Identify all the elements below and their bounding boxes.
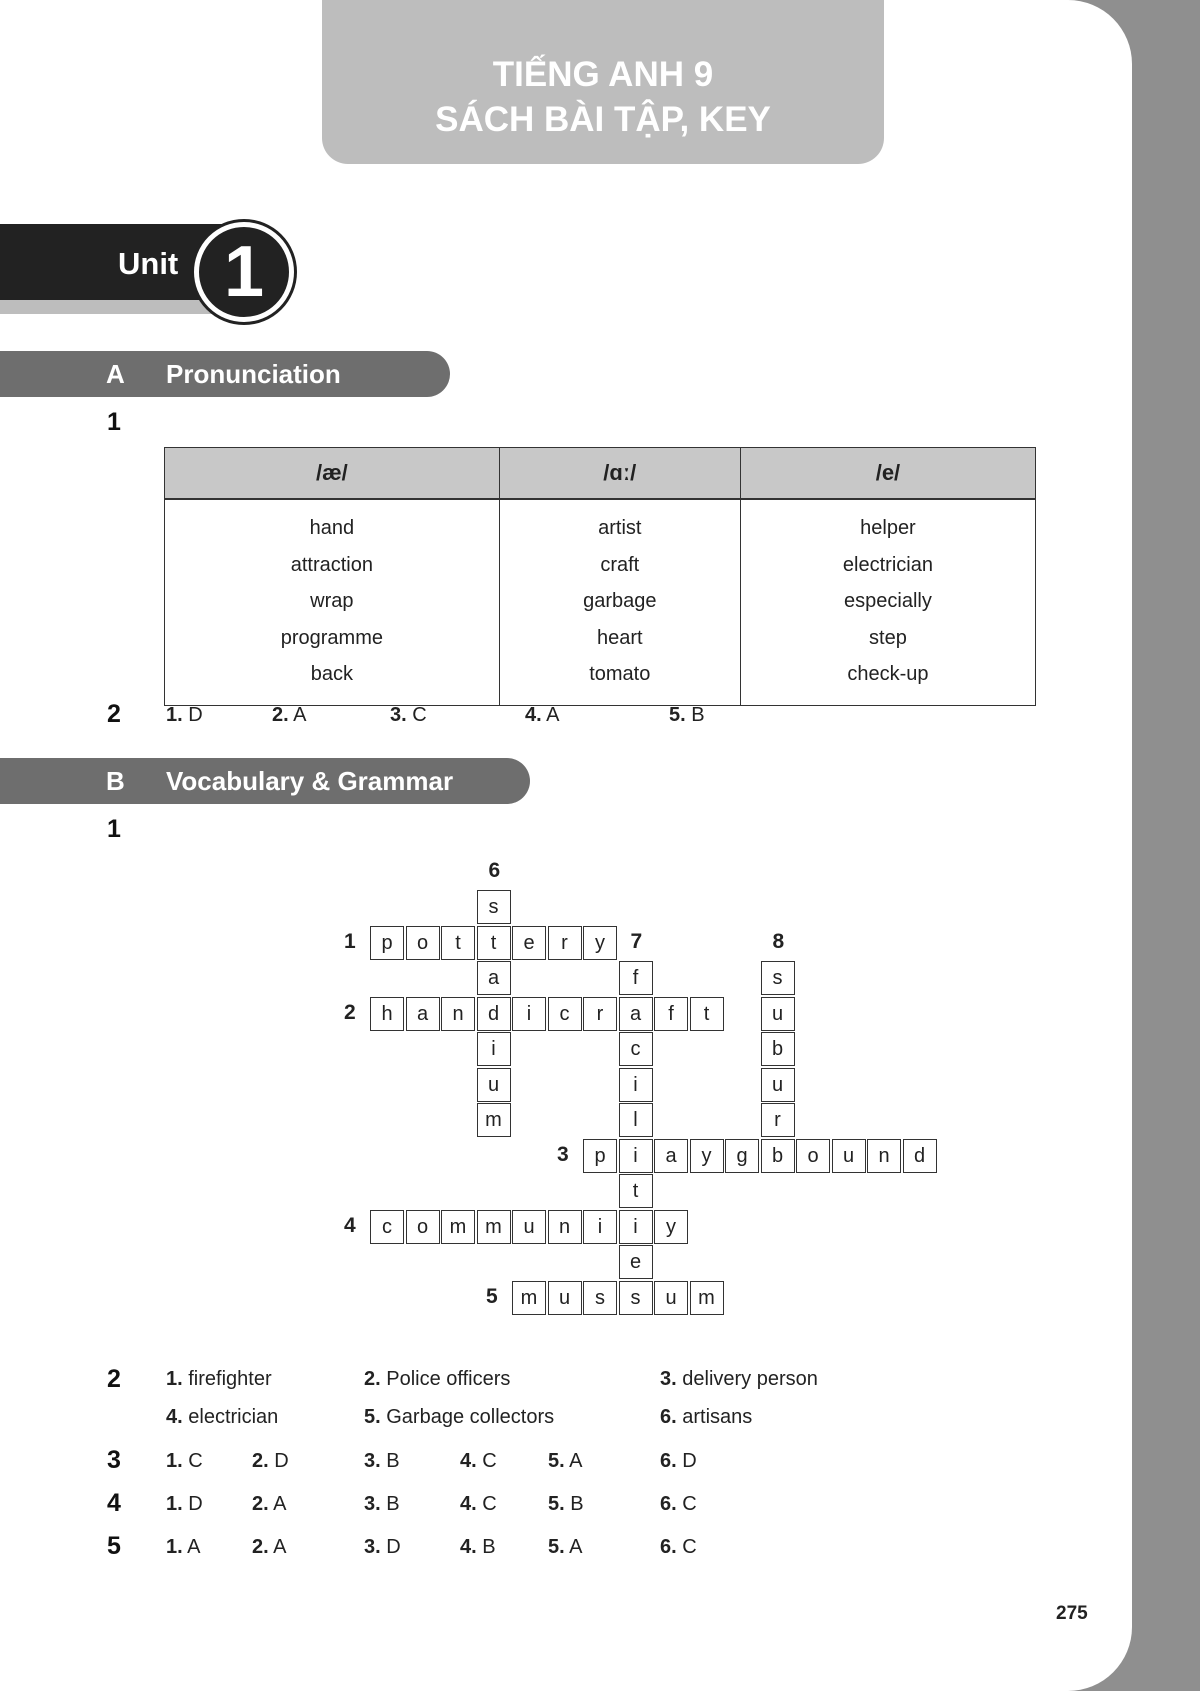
answer-number: 4. — [460, 1493, 477, 1515]
crossword-cell: m — [477, 1210, 511, 1244]
answer-number: 2. — [252, 1450, 269, 1472]
crossword-cell: a — [619, 997, 653, 1031]
answer-item — [166, 1493, 203, 1516]
crossword-cell: a — [406, 997, 440, 1031]
crossword-cell: n — [867, 1139, 901, 1173]
answer-number: 3. — [364, 1536, 381, 1558]
table-cell: artist — [598, 517, 642, 539]
answer-value: C — [682, 1493, 697, 1515]
section-a-letter: A — [106, 359, 125, 389]
crossword-cell: s — [761, 961, 795, 995]
answer-number: 5. — [548, 1536, 565, 1558]
crossword-cell: y — [654, 1210, 688, 1244]
crossword-cell: i — [619, 1139, 653, 1173]
answer-item — [364, 1368, 510, 1391]
crossword-cell: p — [583, 1139, 617, 1173]
answer-value: C — [482, 1493, 497, 1515]
table-header: /æ/ — [165, 448, 500, 500]
answer-item — [364, 1493, 400, 1516]
crossword-cell: m — [477, 1103, 511, 1137]
answer-number: 2. — [272, 704, 289, 726]
answer-number: 1. — [166, 1536, 183, 1558]
answer-value: A — [569, 1450, 583, 1472]
answer-value: C — [412, 704, 427, 726]
answer-value: D — [188, 704, 203, 726]
crossword-cell: e — [512, 926, 546, 960]
answer-number: 5. — [669, 704, 686, 726]
crossword-cell: c — [370, 1210, 404, 1244]
table-cell: garbage — [583, 590, 657, 612]
page-number: 275 — [1056, 1603, 1088, 1624]
question-number: 2 — [107, 1365, 121, 1393]
crossword-cell: l — [619, 1103, 653, 1137]
book-title-line2: SÁCH BÀI TẬP, KEY — [435, 100, 771, 139]
crossword-cell: u — [761, 1068, 795, 1102]
answer-number: 5. — [548, 1493, 565, 1515]
crossword-cell: a — [477, 961, 511, 995]
answer-value: B — [386, 1493, 400, 1515]
crossword-cell: g — [725, 1139, 759, 1173]
answer-number: 4. — [460, 1536, 477, 1558]
crossword-cell: s — [583, 1281, 617, 1315]
crossword-cell: d — [903, 1139, 937, 1173]
answer-item — [660, 1406, 752, 1429]
answer-item — [166, 1406, 278, 1429]
crossword-cell: m — [690, 1281, 724, 1315]
answer-value: C — [482, 1450, 497, 1472]
answer-item — [364, 1536, 401, 1559]
answer-value: A — [569, 1536, 583, 1558]
answer-value: artisans — [682, 1406, 753, 1428]
answer-value: A — [187, 1536, 201, 1558]
crossword-cell: i — [619, 1068, 653, 1102]
question-number: 5 — [107, 1532, 121, 1560]
answer-number: 4. — [460, 1450, 477, 1472]
page-edge-curve — [1052, 0, 1132, 1691]
answer-item — [272, 704, 306, 727]
crossword-clue-number: 2 — [344, 1000, 356, 1024]
section-a-title: Pronunciation — [166, 359, 341, 389]
answer-item — [166, 1450, 203, 1473]
crossword-clue-number: 5 — [486, 1284, 498, 1308]
table-cell: programme — [280, 626, 383, 649]
answer-item — [166, 704, 203, 727]
answer-value: C — [188, 1450, 203, 1472]
crossword-cell: s — [619, 1281, 653, 1315]
table-column — [165, 499, 500, 705]
question-number: 1 — [107, 815, 121, 843]
table-header: /e/ — [740, 448, 1035, 500]
crossword-cell: u — [761, 997, 795, 1031]
crossword-cell: u — [512, 1210, 546, 1244]
question-number: 1 — [107, 408, 121, 436]
answer-number: 6. — [660, 1450, 677, 1472]
crossword-cell: n — [548, 1210, 582, 1244]
crossword-cell: s — [477, 890, 511, 924]
crossword-cell: u — [654, 1281, 688, 1315]
crossword-cell: r — [548, 926, 582, 960]
answer-item — [166, 1536, 200, 1559]
table-cell: attraction — [290, 553, 373, 576]
answer-item — [548, 1493, 584, 1516]
crossword-cell: r — [761, 1103, 795, 1137]
crossword-cell: b — [761, 1032, 795, 1066]
crossword-cell: f — [654, 997, 688, 1031]
answer-value: Garbage collectors — [386, 1406, 555, 1428]
answer-number: 6. — [660, 1406, 677, 1428]
crossword-cell: r — [583, 997, 617, 1031]
table-cell: electrician — [842, 553, 933, 576]
crossword-cell: n — [441, 997, 475, 1031]
crossword-cell: i — [512, 997, 546, 1031]
answer-item — [669, 704, 705, 727]
crossword-clue-number: 8 — [772, 929, 785, 953]
answer-value: B — [386, 1450, 400, 1472]
answer-item — [252, 1493, 286, 1516]
answer-item — [460, 1450, 497, 1473]
crossword-cell: o — [796, 1139, 830, 1173]
crossword-cell: y — [690, 1139, 724, 1173]
book-title-line1: TIẾNG ANH 9 — [492, 55, 714, 94]
crossword-cell: m — [512, 1281, 546, 1315]
answer-number: 6. — [660, 1536, 677, 1558]
answer-number: 1. — [166, 1493, 183, 1515]
question-number: 4 — [107, 1489, 121, 1517]
answer-number: 4. — [166, 1406, 183, 1428]
crossword-cell: b — [761, 1139, 795, 1173]
table-cell: heart — [596, 626, 643, 649]
crossword-clue-number: 3 — [557, 1142, 569, 1166]
answer-value: B — [570, 1493, 584, 1515]
answer-item — [548, 1450, 582, 1473]
question-number: 2 — [107, 700, 121, 728]
table-cell: hand — [309, 517, 355, 539]
answer-item — [390, 704, 427, 727]
crossword-cell: e — [619, 1245, 653, 1279]
crossword-cell: u — [832, 1139, 866, 1173]
section-a-header — [0, 351, 450, 397]
answer-item — [252, 1536, 286, 1559]
answer-item — [460, 1493, 497, 1516]
crossword-cell: t — [690, 997, 724, 1031]
answer-value: B — [482, 1536, 496, 1558]
answer-number: 1. — [166, 1450, 183, 1472]
crossword-clue-number: 7 — [630, 929, 643, 953]
crossword-cell: d — [477, 997, 511, 1031]
answer-number: 3. — [364, 1450, 381, 1472]
crossword-cell: p — [370, 926, 404, 960]
unit-label: Unit — [118, 246, 179, 281]
answer-number: 3. — [660, 1368, 677, 1390]
crossword-clue-number: 1 — [344, 929, 356, 953]
crossword-cell: o — [406, 1210, 440, 1244]
section-b-header — [0, 758, 530, 804]
table-cell: wrap — [310, 590, 354, 612]
answer-item — [364, 1450, 400, 1473]
crossword-cell: i — [619, 1210, 653, 1244]
answer-item — [660, 1450, 697, 1473]
table-column — [499, 499, 740, 705]
table-column — [740, 499, 1035, 705]
answer-item — [660, 1536, 697, 1559]
answer-number: 2. — [252, 1536, 269, 1558]
crossword-cell: i — [583, 1210, 617, 1244]
crossword-cell: y — [583, 926, 617, 960]
answer-number: 3. — [364, 1493, 381, 1515]
crossword-clue-number: 6 — [488, 858, 501, 882]
answer-item — [660, 1493, 697, 1516]
answer-number: 2. — [252, 1493, 269, 1515]
table-header: /ɑː/ — [499, 448, 740, 500]
answer-item — [548, 1536, 582, 1559]
crossword-cell: t — [477, 926, 511, 960]
answer-value: D — [274, 1450, 289, 1472]
table-cell: check-up — [847, 663, 929, 685]
answer-value: D — [682, 1450, 697, 1472]
crossword-cell: i — [477, 1032, 511, 1066]
section-b-title: Vocabulary & Grammar — [166, 766, 454, 796]
answer-value: electrician — [188, 1406, 279, 1428]
crossword-cell: a — [654, 1139, 688, 1173]
answer-value: A — [273, 1493, 287, 1515]
crossword-cell: h — [370, 997, 404, 1031]
page-edge — [1132, 0, 1200, 1691]
answer-number: 3. — [390, 704, 407, 726]
answer-item — [525, 704, 559, 727]
answer-number: 6. — [660, 1493, 677, 1515]
crossword-cell: m — [441, 1210, 475, 1244]
answer-number: 2. — [364, 1368, 381, 1390]
crossword-cell: o — [406, 926, 440, 960]
answer-value: A — [273, 1536, 287, 1558]
answer-number: 5. — [364, 1406, 381, 1428]
answer-value: D — [386, 1536, 401, 1558]
answer-value: delivery person — [682, 1368, 818, 1390]
crossword-cell: f — [619, 961, 653, 995]
crossword-cell: t — [441, 926, 475, 960]
answer-value: D — [188, 1493, 203, 1515]
answer-item — [660, 1368, 818, 1391]
table-cell: step — [869, 626, 907, 649]
unit-banner-shadow — [0, 300, 230, 314]
answer-value: Police officers — [386, 1368, 511, 1390]
unit-number: 1 — [194, 222, 294, 322]
answer-item — [166, 1368, 272, 1391]
table-cell: tomato — [589, 663, 651, 685]
answer-value: A — [546, 704, 560, 726]
table-cell: back — [310, 663, 353, 685]
answer-number: 1. — [166, 1368, 183, 1390]
answer-value: B — [691, 704, 705, 726]
pronunciation-table — [164, 447, 1036, 706]
book-header — [322, 0, 884, 164]
crossword-cell: u — [477, 1068, 511, 1102]
answer-value: C — [682, 1536, 697, 1558]
answer-item — [364, 1406, 554, 1429]
answer-value: firefighter — [188, 1368, 272, 1390]
table-cell: especially — [844, 590, 932, 612]
answer-number: 5. — [548, 1450, 565, 1472]
crossword-cell: t — [619, 1174, 653, 1208]
table-cell: helper — [860, 517, 916, 539]
answer-item — [460, 1536, 496, 1559]
crossword-cell: c — [548, 997, 582, 1031]
crossword-cell: u — [548, 1281, 582, 1315]
table-cell: craft — [600, 553, 640, 576]
answer-number: 4. — [525, 704, 542, 726]
crossword-clue-number: 4 — [344, 1213, 356, 1237]
answer-number: 1. — [166, 704, 183, 726]
section-b-letter: B — [106, 766, 125, 796]
question-number: 3 — [107, 1446, 121, 1474]
crossword-cell: c — [619, 1032, 653, 1066]
answer-item — [252, 1450, 289, 1473]
answer-value: A — [293, 704, 307, 726]
